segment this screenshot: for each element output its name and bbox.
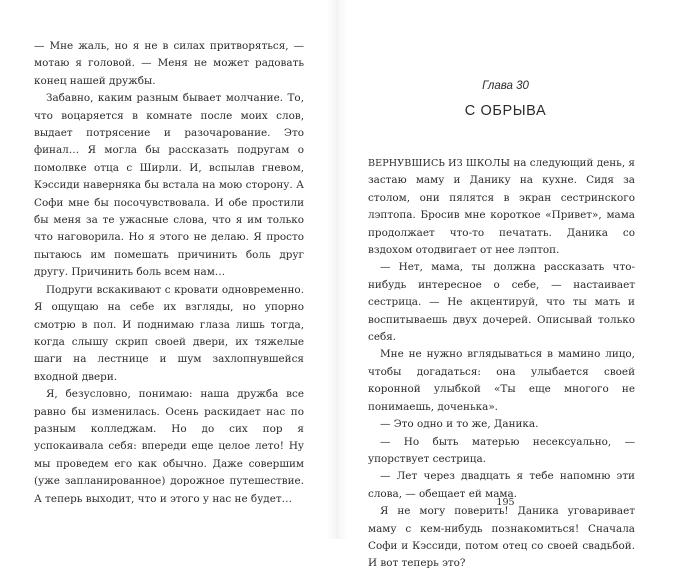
paragraph: Мне не нужно вглядываться в мамино лицо, чтобы догадаться: она улыбается своей коронной улыбкой «Ты еще многого не понимаешь, доченька». bbox=[368, 348, 635, 413]
paragraph: — Нет, мама, ты должна рассказать что-нибудь интересное о себе, — настаивает сестрица. — Не акцентируй, что ты мать и воспитываешь двух дочерей. Описывай только себя. bbox=[368, 261, 635, 344]
paragraph: Я, безусловно, понимаю: наша дружба все равно бы изменилась. Осень раскидает нас по разным колледжам. Но до сих пор я успокаивала себя: впереди еще целое лето! Ну мы проведем его как обычно. Даже совершим (уже запланированное) дорожное путешествие. А теперь выходит, что и этого у нас не будет… bbox=[34, 388, 304, 505]
left-page-text bbox=[34, 38, 304, 508]
opening-smallcaps: ВЕРНУВШИСЬ ИЗ ШКОЛЫ bbox=[368, 158, 511, 169]
opening-paragraph bbox=[368, 155, 635, 259]
left-page bbox=[0, 0, 337, 539]
paragraph: — Мне жаль, но я не в силах притворяться, — мотаю я головой. — Меня не может радовать конец нашей дружбы. bbox=[34, 40, 304, 87]
paragraph: — Это одно и то же, Даника. bbox=[380, 418, 539, 431]
opening-rest: на следующий день, я застаю маму и Данику на кухне. Сидя за столом, они пялятся в экран сестринского лэптопа. Бросив мне короткое «Привет», мама продолжает что-то печатать. Даника со вздохом отодвигает от нее лэптоп. bbox=[368, 157, 635, 257]
paragraph: — Лет через двадцать я тебе напомню эти слова, — обещает ей мама. bbox=[368, 470, 635, 500]
paragraph: Подруги вскакивают с кровати одновременно. Я ощущаю на себе их взгляды, но упорно смотрю в пол. И поднимаю глаза лишь тогда, когда слышу скрип своей двери, их тяжелые шаги на лестнице и шум захлопнувшейся входной двери. bbox=[34, 283, 304, 383]
chapter-label: Глава 30 bbox=[482, 80, 529, 92]
chapter-title: С ОБРЫВА bbox=[464, 103, 547, 119]
paragraph: Я не могу поверить! Даника уговаривает маму с кем-нибудь познакомиться! Сначала Софи и Кэссиди, потом отец со своей свадьбой. И вот теперь это? bbox=[368, 505, 635, 570]
page-number: 195 bbox=[496, 497, 515, 508]
paragraph: — Но быть матерью несексуально, — упорствует сестрица. bbox=[368, 435, 635, 465]
right-page-text bbox=[368, 155, 635, 573]
paragraph: Забавно, каким разным бывает молчание. То, что воцаряется в комнате после моих слов, выдает потрясение и разочарование. Это финал… Я могла бы рассказать подругам о помолвке отца с Ширли. И, вспылав гневом, Кэссиди наверняка бы встала на мою сторону. А Софи мне бы посочувствовала. И обе простили бы меня за те ужасные слова, что я им только что наговорила. Но я этого не делаю. Я просто пытаюсь им помешать причинить боль друг другу. Причинить боль всем нам… bbox=[34, 92, 304, 279]
right-page bbox=[337, 0, 674, 570]
